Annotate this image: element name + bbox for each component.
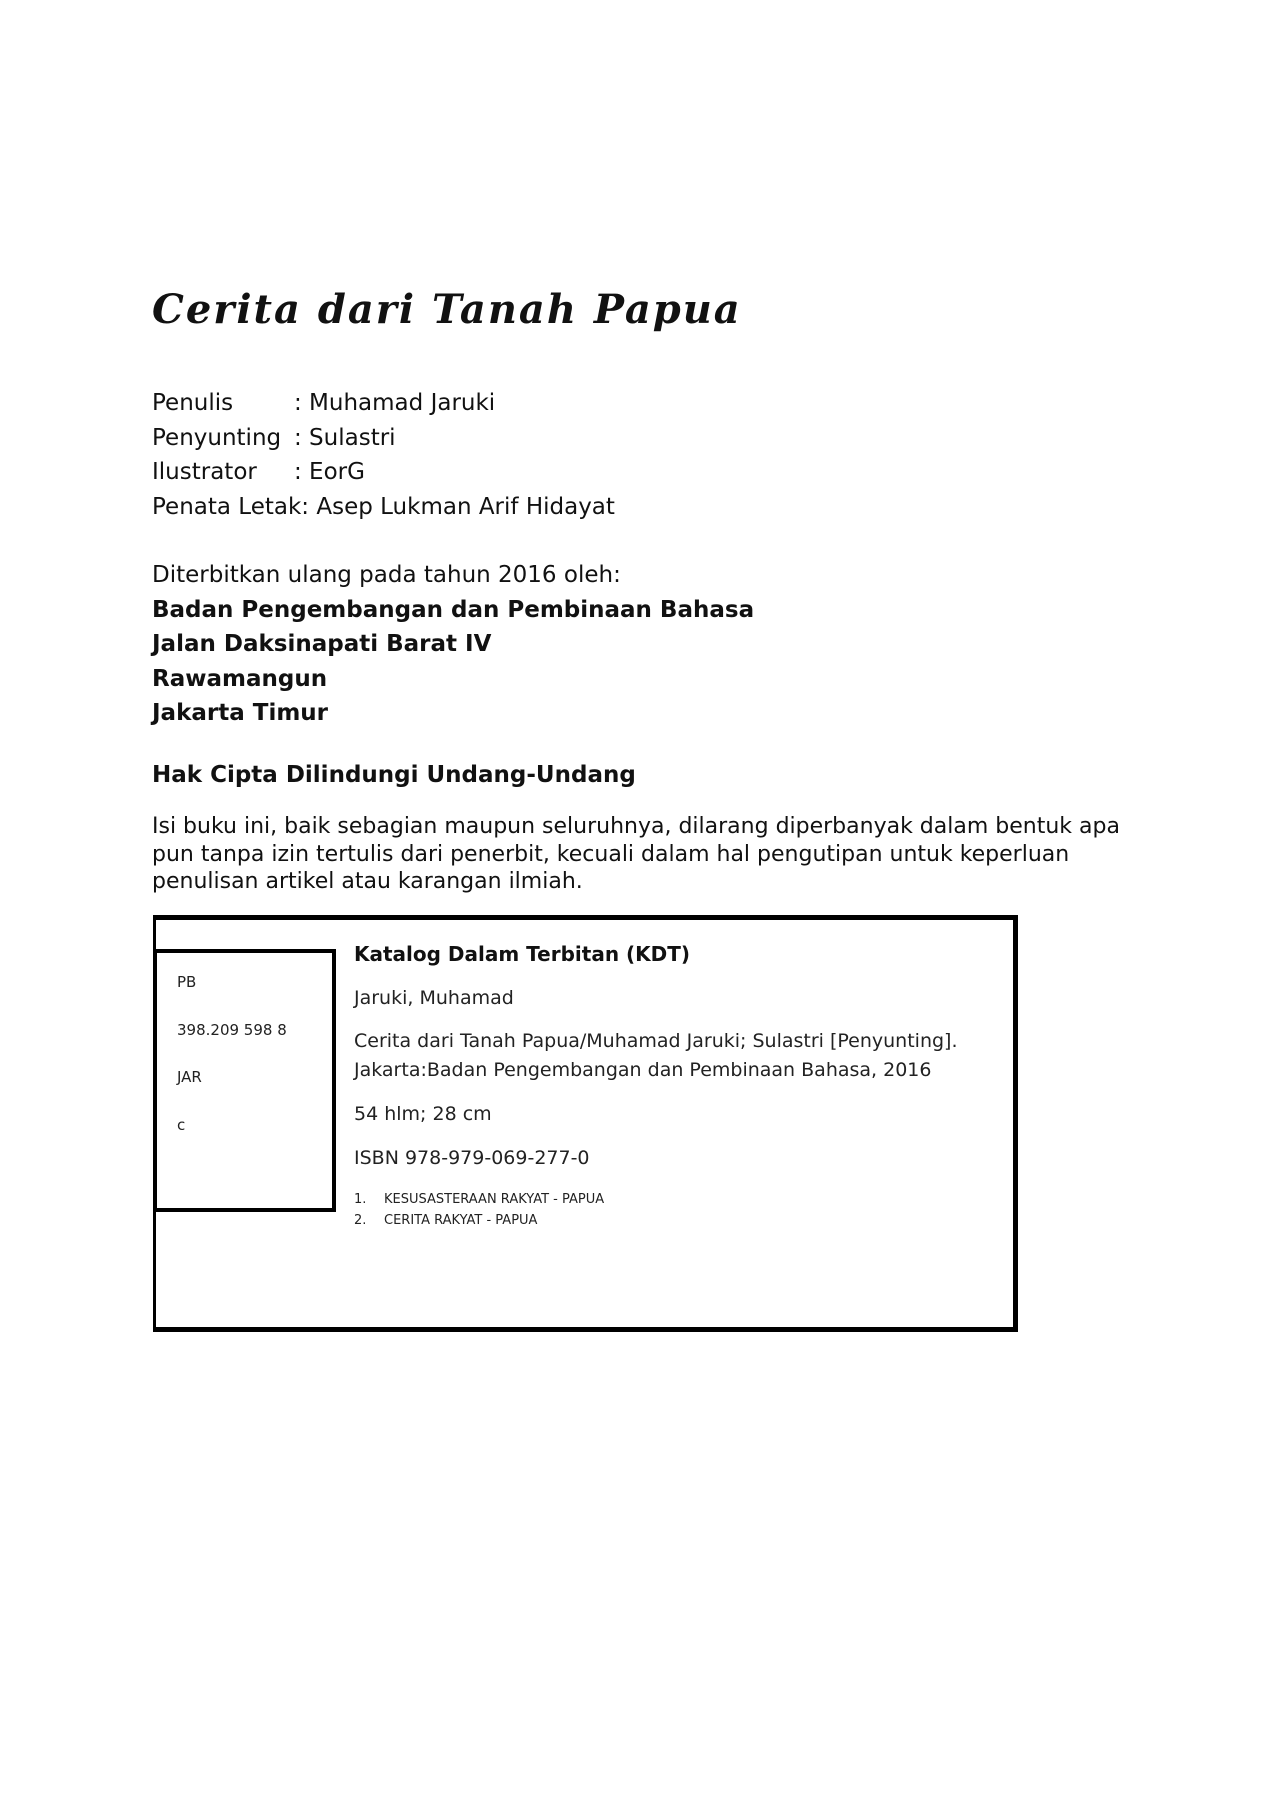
call-number-code: 398.209 598 8 [177, 1021, 287, 1039]
publisher-district: Rawamangun [152, 665, 328, 692]
publisher-street: Jalan Daksinapati Barat IV [152, 631, 492, 657]
list-item-label: KESUSASTERAAN RAKYAT - PAPUA [384, 1192, 605, 1207]
kdt-citation-line1: Cerita dari Tanah Papua/Muhamad Jaruki; Sulastri [Penyunting]. [354, 1030, 958, 1052]
publisher-name: Badan Pengembangan dan Pembinaan Bahasa [152, 596, 755, 623]
credit-label: Penulis [152, 390, 234, 416]
credit-label: Ilustrator [152, 459, 257, 485]
list-item-number: 2. [354, 1213, 367, 1228]
publisher-block [152, 558, 754, 731]
call-number-box [153, 949, 336, 1212]
credit-row-illustrator [152, 455, 615, 490]
list-item [354, 1189, 994, 1210]
kdt-box [153, 915, 1018, 1332]
kdt-subject-list [354, 1189, 994, 1231]
publisher-intro: Diterbitkan ulang pada tahun 2016 oleh: [152, 562, 621, 588]
kdt-content [354, 942, 994, 1231]
credit-value: : EorG [294, 459, 365, 485]
call-number-class: PB [177, 973, 197, 991]
publisher-city: Jakarta Timur [152, 700, 329, 726]
copyright-heading: Hak Cipta Dilindungi Undang-Undang [152, 762, 636, 788]
kdt-physical-description: 54 hlm; 28 cm [354, 1103, 492, 1125]
credit-row-writer [152, 386, 615, 421]
credit-label: Penata Letak [152, 493, 302, 520]
credit-row-layout [152, 490, 615, 525]
kdt-title: Katalog Dalam Terbitan (KDT) [354, 942, 691, 966]
credit-value: : Muhamad Jaruki [294, 390, 496, 416]
list-item-label: CERITA RAKYAT - PAPUA [384, 1213, 538, 1228]
credit-value: : Sulastri [294, 424, 396, 451]
page-title: Cerita dari Tanah Papua [152, 286, 742, 333]
credit-row-editor [152, 421, 615, 456]
list-item-number: 1. [354, 1192, 367, 1207]
kdt-author: Jaruki, Muhamad [354, 987, 514, 1009]
call-number-title: c [177, 1116, 186, 1134]
list-item [354, 1210, 994, 1231]
credit-value: : Asep Lukman Arif Hidayat [301, 493, 615, 520]
copyright-text: Isi buku ini, baik sebagian maupun seluruhnya, dilarang diperbanyak dalam bentuk apa pun tanpa izin tertulis dari penerbit, kecuali dalam hal pengutipan untuk keperluan penulisan artikel atau karangan ilmiah. [152, 814, 1120, 894]
credits-list [152, 386, 615, 524]
credit-label: Penyunting [152, 424, 282, 451]
kdt-citation-line2: Jakarta:Badan Pengembangan dan Pembinaan Bahasa, 2016 [354, 1059, 932, 1081]
kdt-isbn: ISBN 978-979-069-277-0 [354, 1147, 590, 1169]
call-number-author: JAR [177, 1068, 202, 1086]
